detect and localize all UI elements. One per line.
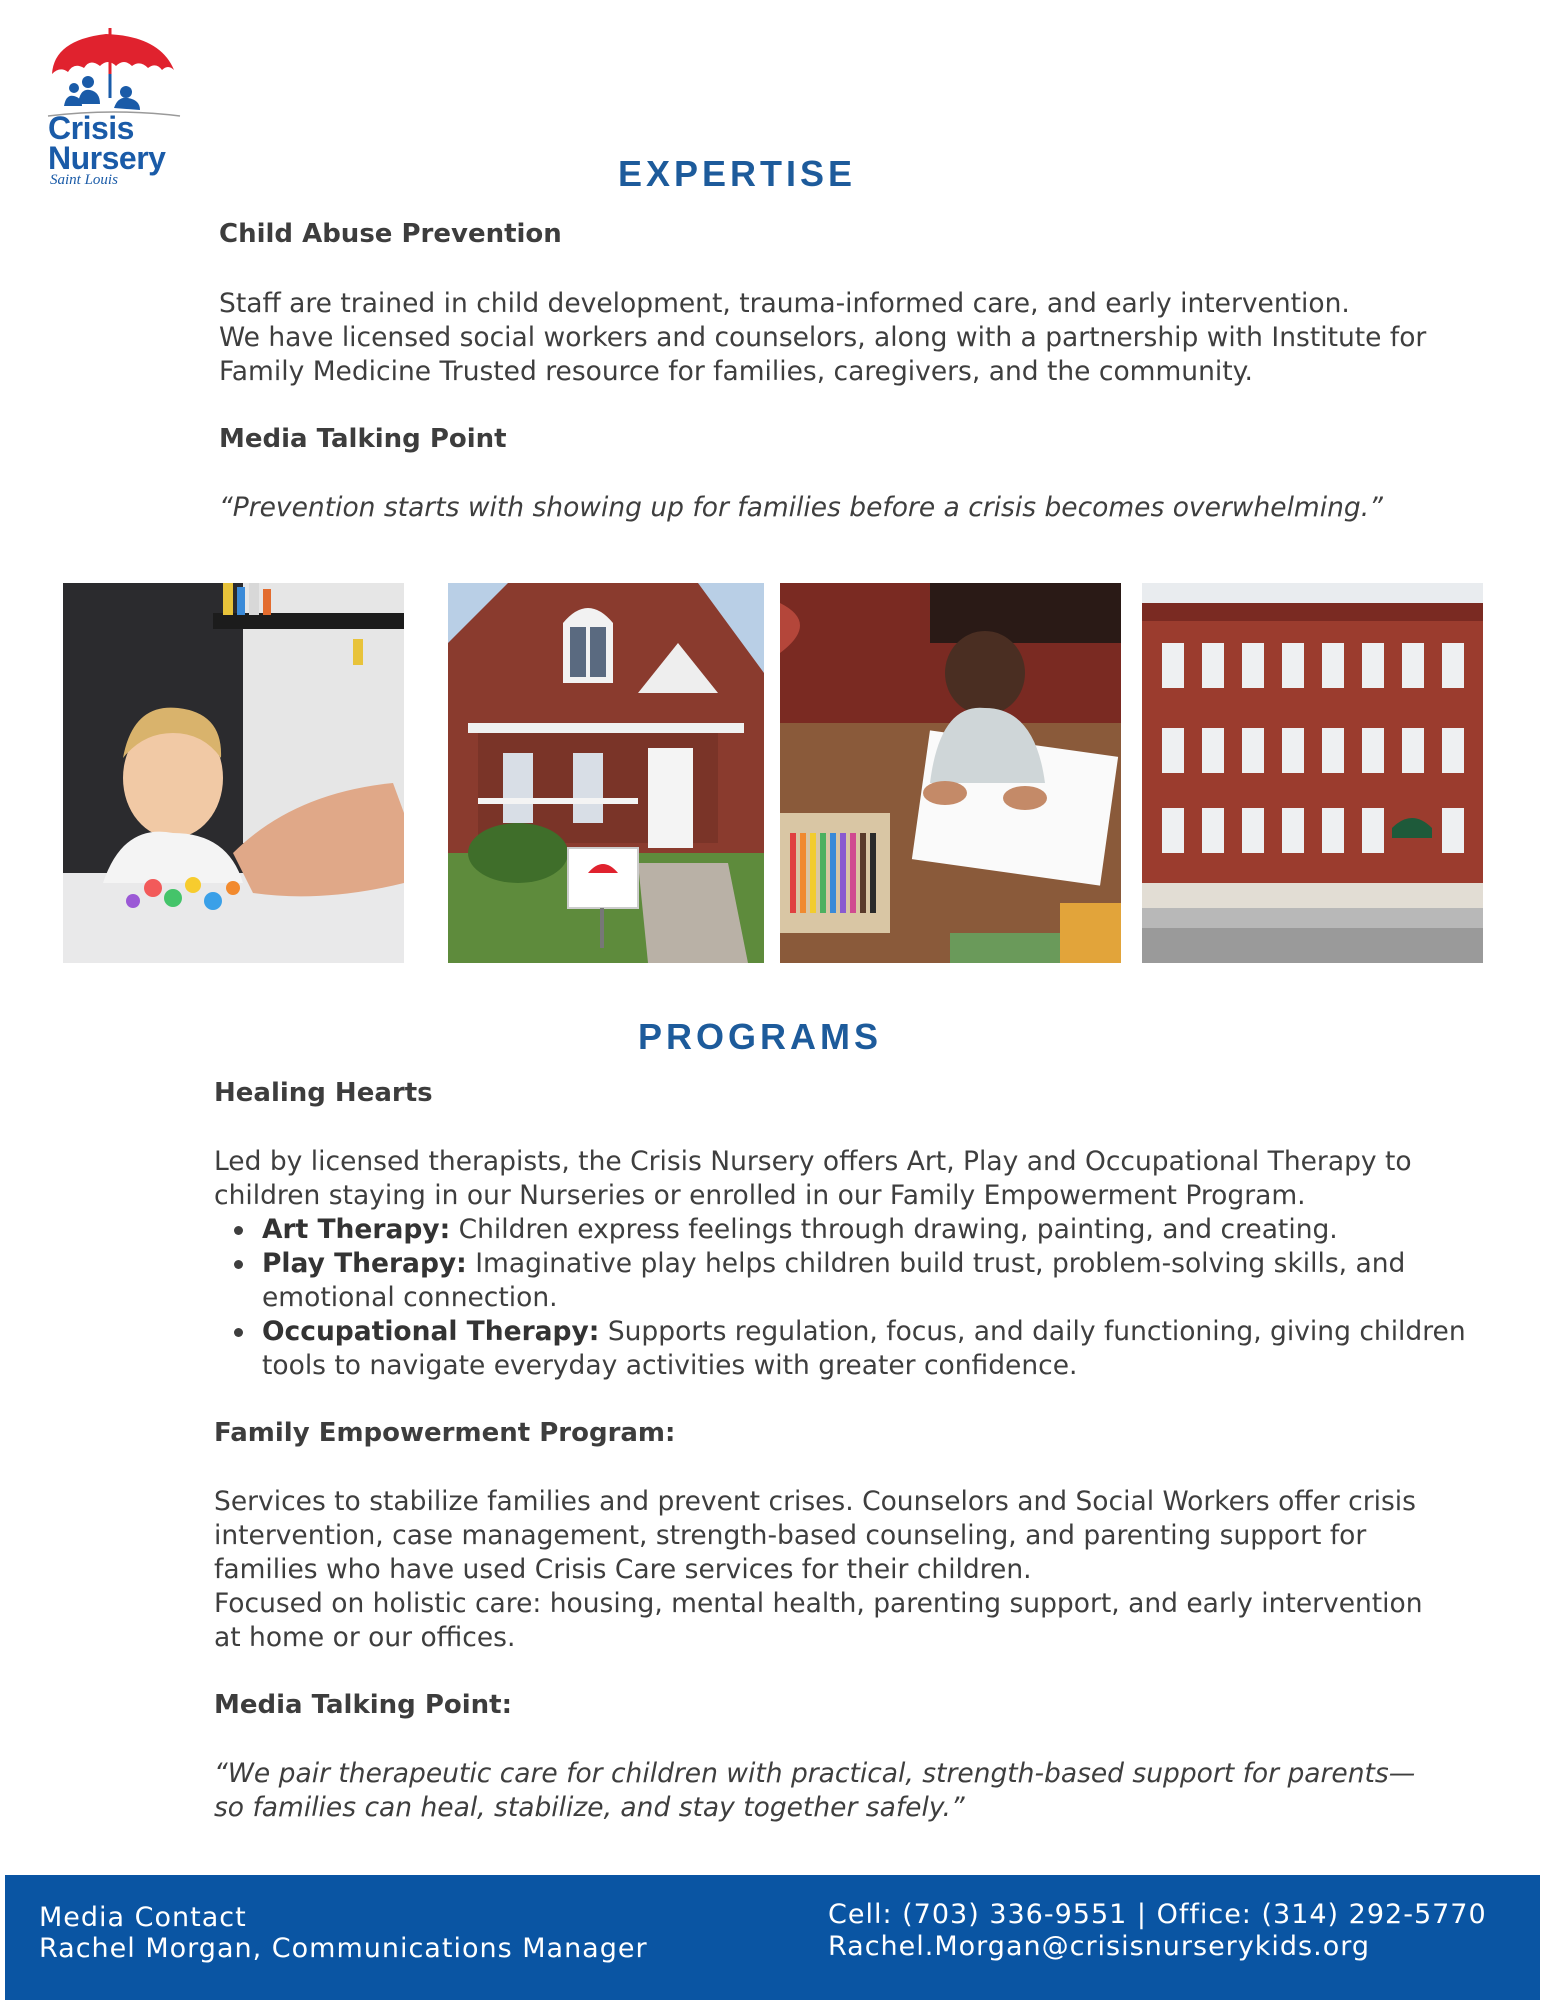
- expertise-body-line: We have licensed social workers and counselors, along with a partnership with Institute for: [219, 322, 1427, 353]
- healing-hearts-intro-line: children staying in our Nurseries or enrolled in our Family Empowerment Program.: [214, 1180, 1306, 1211]
- therapy-text: Children express feelings through drawing, painting, and creating.: [450, 1214, 1338, 1245]
- programs-talking-point-heading: Media Talking Point:: [214, 1690, 513, 1720]
- expertise-body-line: Staff are trained in child development, trauma-informed care, and early intervention.: [219, 288, 1350, 319]
- list-item: [214, 1315, 1494, 1383]
- therapy-text-continued: emotional connection.: [262, 1282, 558, 1313]
- family-empowerment-line: families who have used Crisis Care services for their children.: [214, 1554, 1032, 1585]
- umbrella-icon: [44, 26, 184, 121]
- expertise-quote: “Prevention starts with showing up for families before a crisis becomes overwhelming.”: [219, 492, 1383, 523]
- expertise-body-line: Family Medicine Trusted resource for families, caregivers, and the community.: [219, 356, 1253, 387]
- logo-line-1: Crisis: [48, 110, 134, 146]
- brick-building-photo: [1142, 583, 1483, 963]
- healing-hearts-intro-line: Led by licensed therapists, the Crisis Nursery offers Art, Play and Occupational Therapy to: [214, 1146, 1412, 1177]
- bullet-icon: [234, 1226, 243, 1235]
- therapy-term: Occupational Therapy:: [262, 1316, 600, 1347]
- contact-name: Rachel Morgan, Communications Manager: [39, 1933, 648, 1964]
- family-empowerment-line: intervention, case management, strength-based counseling, and parenting support for: [214, 1520, 1367, 1551]
- programs-quote: [214, 1757, 1474, 1825]
- healing-hearts-intro: [214, 1145, 1474, 1213]
- media-contact-footer: [5, 1875, 1540, 2000]
- healing-hearts-heading: Healing Hearts: [214, 1078, 433, 1108]
- family-empowerment-heading: Family Empowerment Program:: [214, 1418, 676, 1448]
- contact-phones[interactable]: Cell: (703) 336-9551 | Office: (314) 292-5770: [828, 1899, 1487, 1930]
- child-drawing-photo: [780, 583, 1121, 963]
- therapy-list: [214, 1213, 1494, 1383]
- programs-title: PROGRAMS: [637, 1016, 882, 1057]
- therapy-text-continued: tools to navigate everyday activities with greater confidence.: [262, 1350, 1078, 1381]
- therapy-term: Art Therapy:: [262, 1214, 451, 1245]
- crisis-nursery-logo: [44, 26, 194, 196]
- therapy-text: Supports regulation, focus, and daily functioning, giving children: [599, 1316, 1466, 1347]
- contact-email[interactable]: Rachel.Morgan@crisisnurserykids.org: [828, 1931, 1370, 1962]
- expertise-body: [219, 287, 1479, 389]
- family-empowerment-line: at home or our offices.: [214, 1622, 516, 1653]
- nursery-house-photo: [448, 583, 764, 963]
- family-empowerment-line: Focused on holistic care: housing, mental health, parenting support, and early intervention: [214, 1588, 1423, 1619]
- child-playing-photo: [63, 583, 404, 963]
- family-empowerment-body: [214, 1485, 1474, 1655]
- family-empowerment-line: Services to stabilize families and prevent crises. Counselors and Social Workers offer crisis: [214, 1486, 1416, 1517]
- therapy-term: Play Therapy:: [262, 1248, 467, 1279]
- logo-subtitle: Saint Louis: [50, 172, 118, 188]
- logo-line-2: Nursery: [48, 140, 166, 176]
- child-abuse-prevention-heading: Child Abuse Prevention: [219, 219, 562, 249]
- programs-quote-line: “We pair therapeutic care for children with practical, strength-based support for parents—: [214, 1758, 1416, 1789]
- list-item: [214, 1247, 1494, 1315]
- expertise-talking-point-heading: Media Talking Point: [219, 424, 507, 454]
- bullet-icon: [234, 1328, 243, 1337]
- media-contact-label: Media Contact: [39, 1902, 247, 1933]
- list-item: [214, 1213, 1494, 1247]
- programs-quote-line: so families can heal, stabilize, and stay together safely.”: [214, 1792, 965, 1823]
- expertise-title: EXPERTISE: [617, 153, 857, 194]
- bullet-icon: [234, 1260, 243, 1269]
- therapy-text: Imaginative play helps children build trust, problem-solving skills, and: [466, 1248, 1406, 1279]
